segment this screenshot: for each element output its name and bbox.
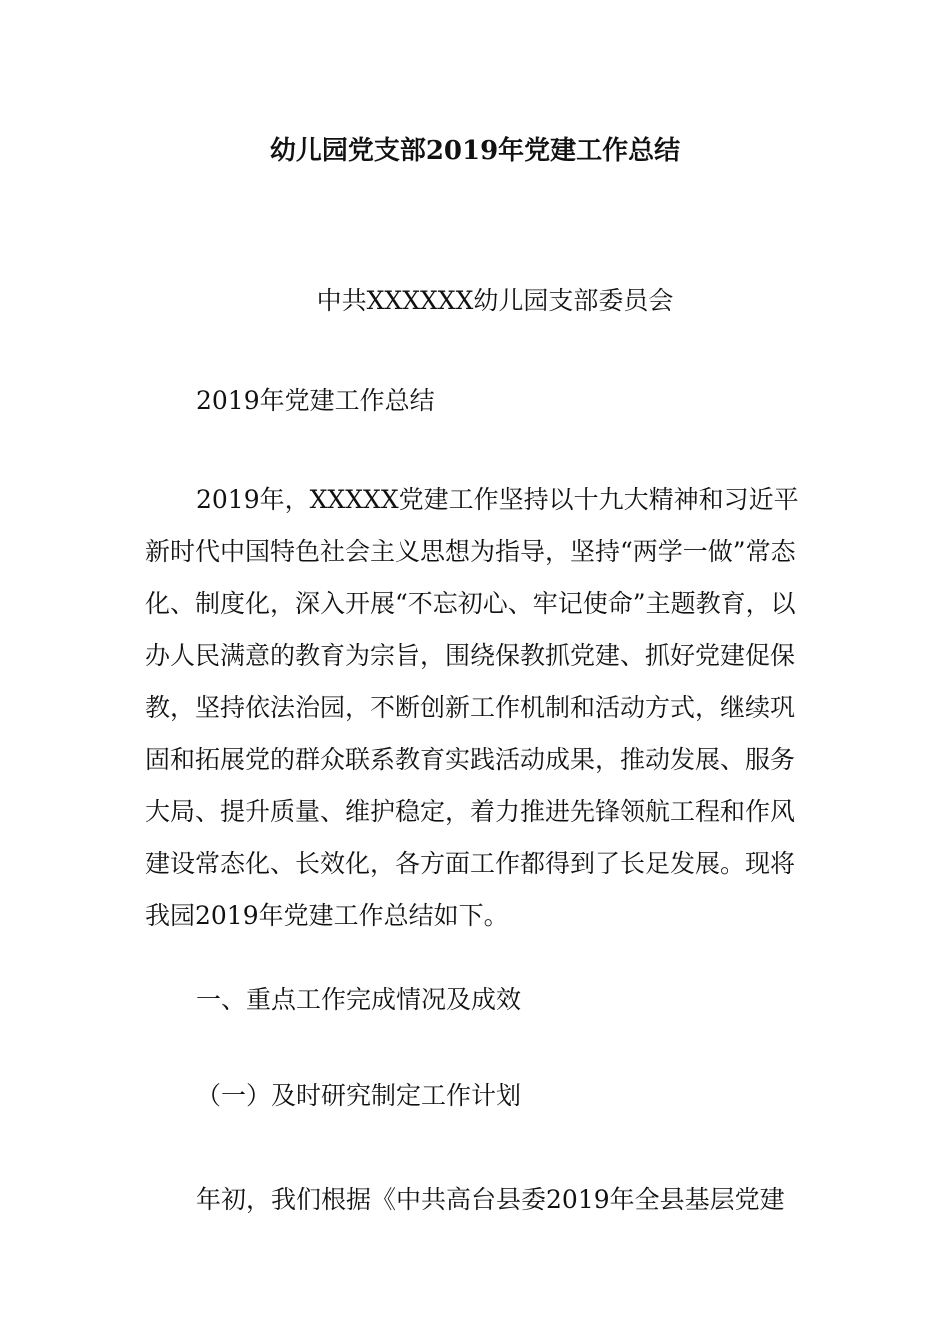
report-subheading: 2019年党建工作总结 <box>196 386 435 415</box>
body-paragraph <box>145 1174 810 1226</box>
body-paragraph-text: 年初，我们根据《中共高台县委2019年全县基层党建 <box>196 1185 785 1214</box>
intro-paragraph <box>145 474 810 942</box>
section-heading: 一、重点工作完成情况及成效 <box>196 985 522 1014</box>
subsection-heading: （一）及时研究制定工作计划 <box>196 1081 522 1110</box>
intro-paragraph-text: 2019年，XXXXX党建工作坚持以十九大精神和习近平新时代中国特色社会主义思想为指导，坚持“两学一做”常态化、制度化，深入开展“不忘初心、牢记使命”主题教育，以办人民满意的教育为宗旨，围绕保教抓党建、抓好党建促保教，坚持依法治园，不断创新工作机制和活动方式，继续巩固和拓展党的群众联系教育实践活动成果，推动发展、服务大局、提升质量、维护稳定，着力推进先锋领航工程和作风建设常态化、长效化，各方面工作都得到了长足发展。现将我园2019年党建工作总结如下。 <box>145 485 799 930</box>
organization-line: 中共XXXXXX幼儿园支部委员会 <box>316 286 674 315</box>
document-title: 幼儿园党支部2019年党建工作总结 <box>269 136 681 166</box>
